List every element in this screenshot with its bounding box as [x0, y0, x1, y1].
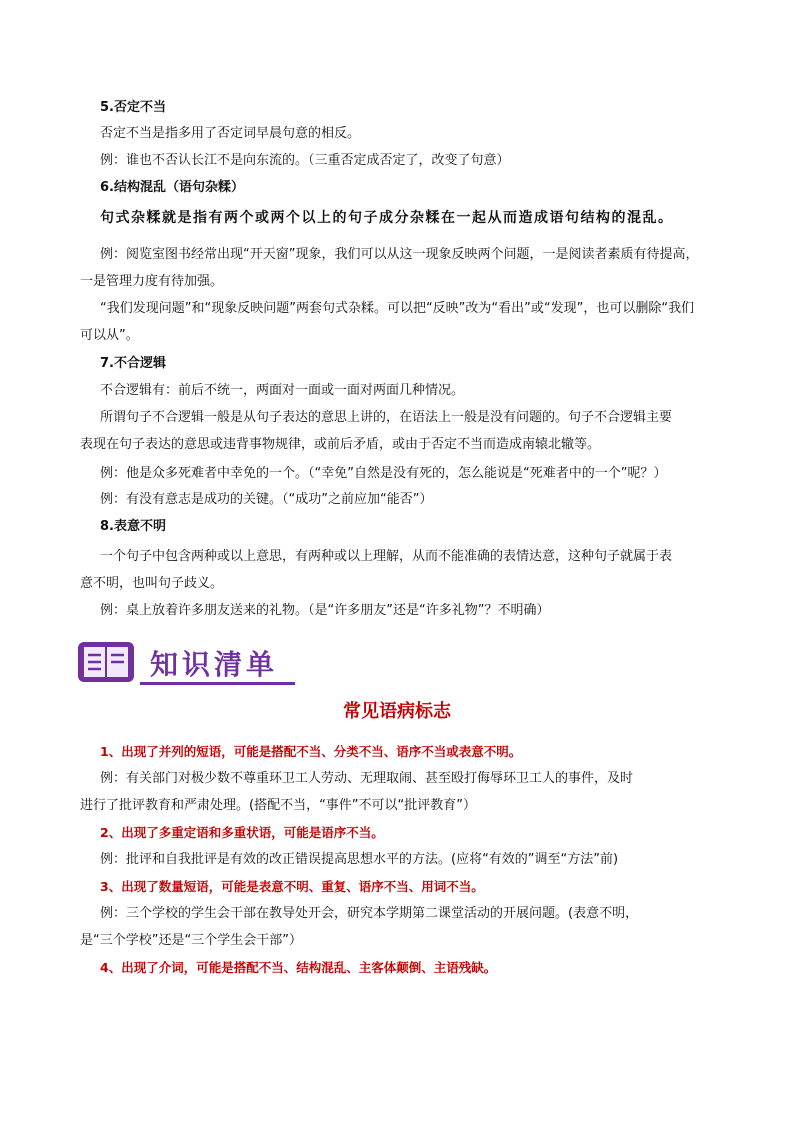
example: 例：桌上放着许多朋友送来的礼物。（是“许多朋友”还是“许多礼物”？不明确） [100, 603, 550, 618]
example: 例：他是众多死难者中幸免的一个。（“幸免”自然是没有死的，怎么能说是“死难者中的一个”呢？） [100, 466, 667, 481]
paragraph-cont: 一是管理力度有待加强。 [80, 274, 224, 289]
example: 例：有关部门对极少数不尊重环卫工人劳动、无理取闹、甚至殴打侮辱环卫工人的事件，及时 [100, 771, 634, 786]
bold-definition: 句式杂糅就是指有两个或两个以上的句子成分杂糅在一起从而造成语句结构的混乱。 [100, 210, 674, 226]
marker-3: 3、出现了数量短语，可能是表意不明、重复、语序不当、用词不当。 [100, 879, 484, 894]
example-cont: 是“三个学校”还是“三个学生会干部”） [80, 933, 302, 948]
paragraph: 所谓句子不合逻辑一般是从句子表达的意思上讲的，在语法上一般是没有问题的。句子不合逻辑主要 [100, 410, 673, 425]
heading-7: 7.不合逻辑 [100, 356, 166, 371]
example-cont: 进行了批评教育和严肃处理。(搭配不当，“事件”不可以“批评教育”） [80, 798, 477, 813]
paragraph-cont: 意不明，也叫句子歧义。 [80, 576, 224, 591]
example: 例：谁也不否认长江不是向东流的。（三重否定成否定了，改变了句意） [100, 153, 510, 168]
paragraph: 一个句子中包含两种或以上意思，有两种或以上理解，从而不能准确的表情达意，这种句子就属于表 [100, 549, 673, 564]
heading-8: 8.表意不明 [100, 519, 166, 534]
section-title: 常见语病标志 [343, 701, 451, 722]
example: 例：有没有意志是成功的关键。（“成功”之前应加“能否”） [100, 492, 433, 507]
example: 例：批评和自我批评是有效的改正错误提高思想水平的方法。(应将“有效的”调至“方法”前) [100, 852, 619, 867]
marker-1: 1、出现了并列的短语，可能是搭配不当、分类不当、语序不当或表意不明。 [100, 744, 522, 759]
paragraph-cont: 表现在句子表达的意思或违背事物规律，或前后矛盾，或由于否定不当而造成南辕北辙等。 [80, 437, 601, 452]
paragraph: 不合逻辑有：前后不统一，两面对一面或一面对两面几种情况。 [100, 383, 465, 398]
explanation: “我们发现问题”和“现象反映问题”两套句式杂糅。可以把“反映”改为“看出”或“发现”，也可以删除“我们 [100, 301, 695, 316]
banner-underline [140, 682, 295, 685]
heading-6: 6.结构混乱（语句杂糅） [100, 180, 244, 195]
example: 例：阅览室图书经常出现“开天窗”现象，我们可以从这一现象反映两个问题，一是阅读者素质有待提高， [100, 247, 699, 262]
heading-5: 5.否定不当 [100, 100, 166, 115]
paragraph-cont: 可以从”。 [80, 328, 139, 343]
paragraph: 否定不当是指多用了否定词早晨句意的相反。 [100, 126, 361, 141]
marker-4: 4、出现了介词，可能是搭配不当、结构混乱、主客体颠倒、主语残缺。 [100, 960, 497, 975]
example: 例：三个学校的学生会干部在教导处开会，研究本学期第二课堂活动的开展问题。(表意不明， [100, 906, 639, 921]
banner-title: 知识清单 [150, 648, 279, 681]
marker-2: 2、出现了多重定语和多重状语，可能是语序不当。 [100, 825, 384, 840]
